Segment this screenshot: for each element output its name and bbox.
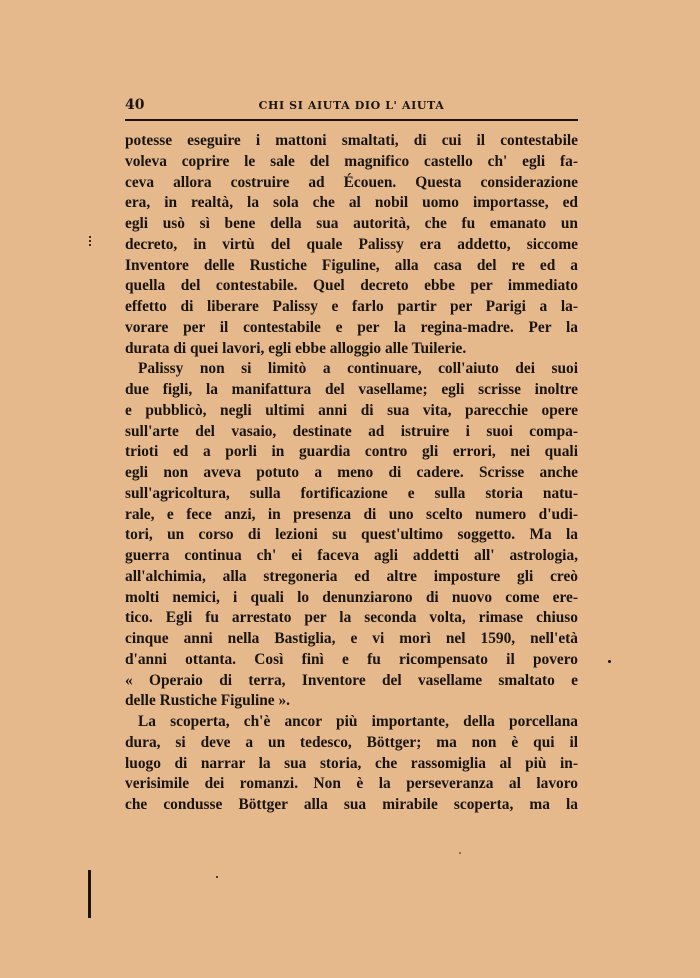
ink-speck xyxy=(608,660,611,663)
text-line: luogo di narrar la sua storia, che rassomiglia al più in- xyxy=(125,754,578,772)
text-line: e pubblicò, negli ultimi anni di sua vita, parecchie opere xyxy=(125,401,578,419)
text-line: effetto di liberare Palissy e farlo partir per Parigi a la- xyxy=(125,298,578,315)
body-text xyxy=(125,131,578,816)
margin-bar xyxy=(88,870,91,918)
text-line: tori, un corso di lezioni su quest'ultimo soggetto. Ma la xyxy=(125,526,578,544)
text-line: due figli, la manifattura del vasellame; egli scrisse inoltre xyxy=(125,381,578,398)
text-line: Palissy non si limitò a continuare, coll'aiuto dei suoi xyxy=(138,360,578,378)
text-line: vorare per il contestabile e per la regina-madre. Per la xyxy=(125,318,578,336)
text-line: decreto, in virtù del quale Palissy era addetto, siccome xyxy=(125,235,578,253)
text-line: rale, e fece anzi, in presenza di uno scelto numero d'udi- xyxy=(125,505,578,523)
text-line: ceva allora costruire ad Écouen. Questa considerazione xyxy=(125,173,578,191)
text-line: molti nemici, i quali lo denunziarono di nuovo come ere- xyxy=(125,588,578,606)
text-line: quella del contestabile. Quel decreto ebbe per immediato xyxy=(125,277,578,295)
text-line: delle Rustiche Figuline ». xyxy=(125,692,291,710)
text-line: « Operaio di terra, Inventore del vasellame smaltato e xyxy=(125,671,578,689)
ink-speck xyxy=(216,876,218,878)
text-line: trioti ed a porli in guardia contro gli errori, nei quali xyxy=(125,443,578,461)
text-line: egli usò sì bene della sua autorità, che fu emanato un xyxy=(125,215,578,232)
text-line: La scoperta, ch'è ancor più importante, della porcellana xyxy=(138,713,578,730)
page-number: 40 xyxy=(125,97,145,113)
text-line: all'alchimia, alla stregoneria ed altre imposture gli creò xyxy=(125,567,578,585)
text-line: Inventore delle Rustiche Figuline, alla casa del re ed a xyxy=(125,256,578,274)
page-header xyxy=(125,97,578,121)
text-line: verisimile dei romanzi. Non è la perseveranza al lavoro xyxy=(125,775,578,793)
text-line: era, in realtà, la sola che al nobil uomo importasse, ed xyxy=(125,194,578,212)
text-line: voleva coprire le sale del magnifico castello ch' egli fa- xyxy=(125,152,578,170)
text-line: potesse eseguire i mattoni smaltati, di cui il contestabile xyxy=(125,132,578,149)
text-line: guerra continua ch' ei faceva agli addetti all' astrologia, xyxy=(125,547,578,564)
text-line: cinque anni nella Bastiglia, e vi morì nel 1590, nell'età xyxy=(125,630,578,647)
text-line: sull'agricoltura, sulla fortificazione e sulla storia natu- xyxy=(125,484,578,502)
text-line: tico. Egli fu arrestato per la seconda volta, rimase chiuso xyxy=(125,609,578,627)
text-line: sull'arte del vasaio, destinate ad istruire i suoi compa- xyxy=(125,422,578,440)
margin-speck xyxy=(89,236,95,246)
running-title: CHI SI AIUTA DIO L' AIUTA xyxy=(258,99,445,112)
text-line: d'anni ottanta. Così finì e fu ricompensato il povero xyxy=(125,650,578,668)
text-line: durata di quei lavori, egli ebbe alloggio alle Tuilerie. xyxy=(125,339,467,357)
ink-speck xyxy=(459,852,461,854)
text-line: dura, si deve a un tedesco, Böttger; ma non è qui il xyxy=(125,733,578,751)
text-line: egli non aveva potuto a meno di cadere. Scrisse anche xyxy=(125,464,578,481)
text-line: che condusse Böttger alla sua mirabile scoperta, ma la xyxy=(125,796,578,813)
